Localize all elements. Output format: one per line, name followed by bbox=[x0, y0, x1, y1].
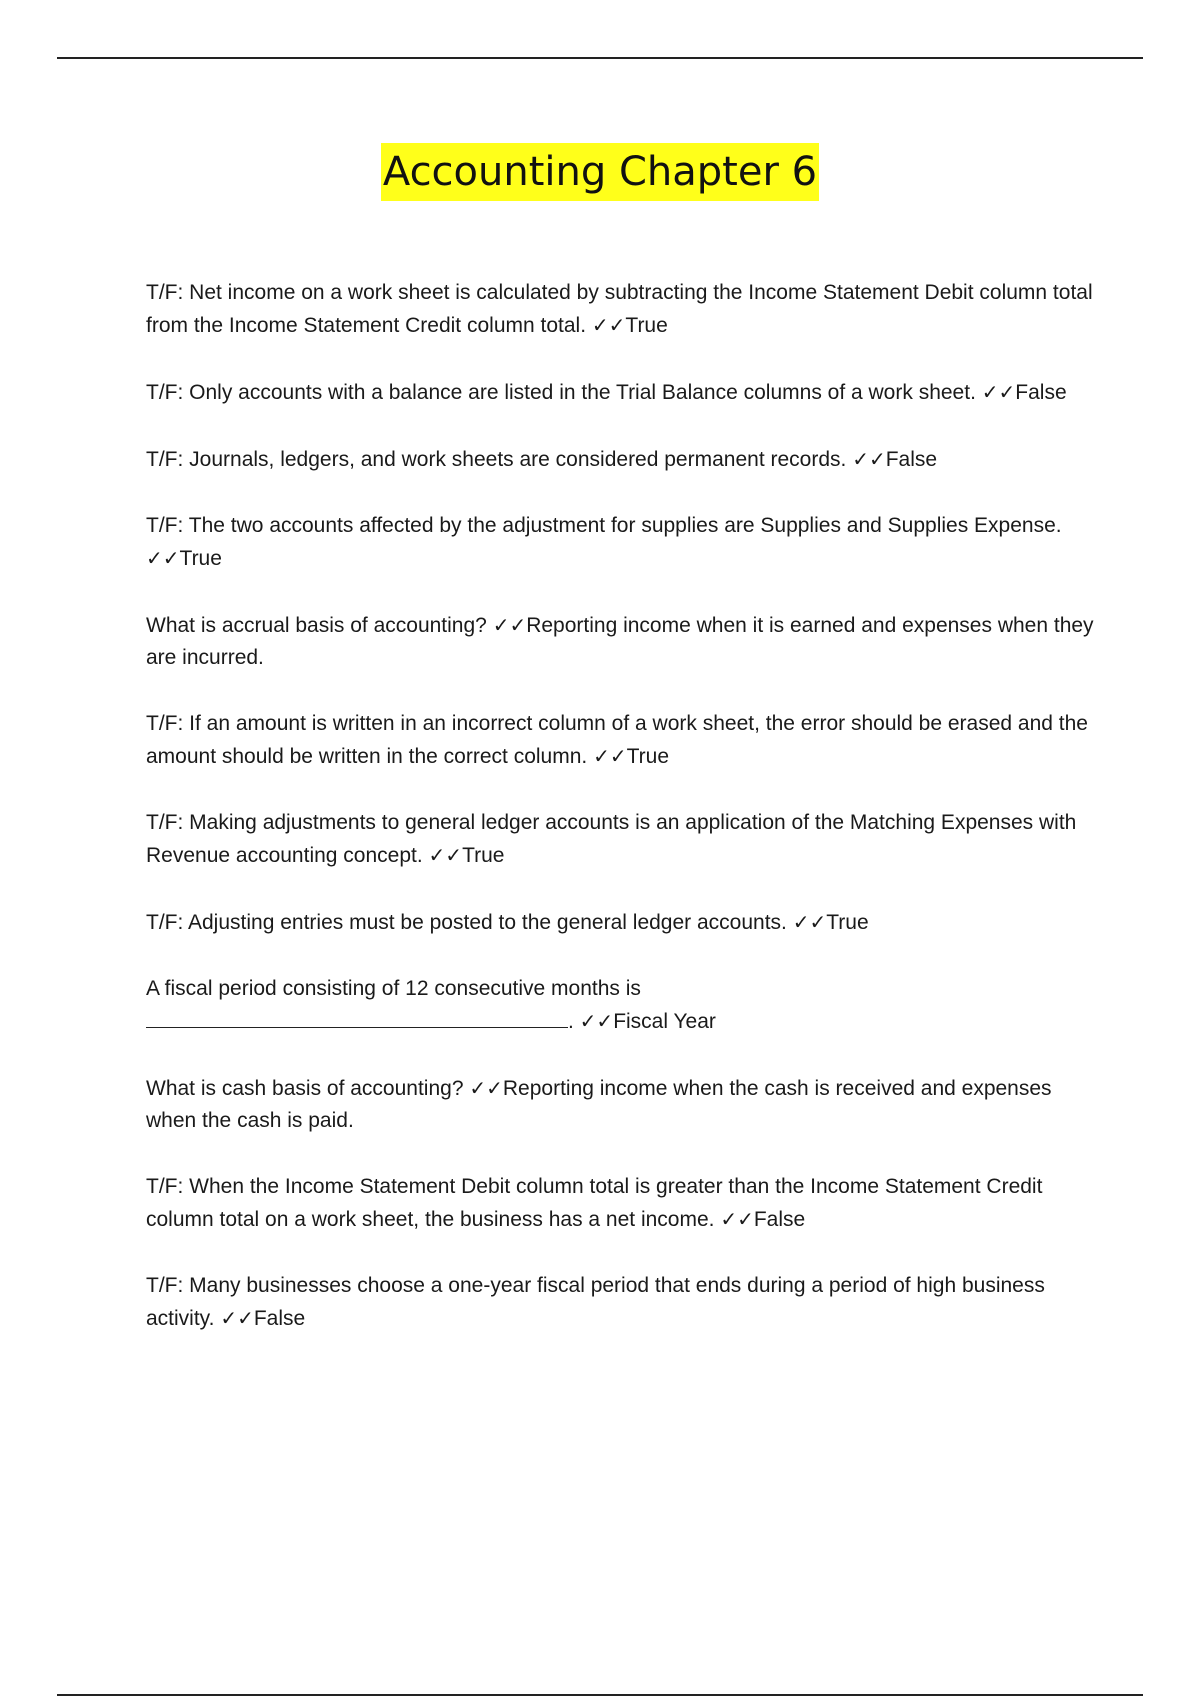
bottom-rule bbox=[57, 1694, 1143, 1696]
qa-item bbox=[146, 906, 1096, 939]
question-text: A fiscal period consisting of 12 consecutive months is bbox=[146, 977, 641, 1000]
answer-checkmark-icon: ✓✓ bbox=[852, 447, 886, 471]
answer-text: Fiscal Year bbox=[613, 1010, 716, 1033]
qa-item bbox=[146, 1171, 1096, 1236]
question-text: T/F: Net income on a work sheet is calculated by subtracting the Income Statement Debit column total from the Income Statement Credit column total. bbox=[146, 281, 1093, 337]
question-text: T/F: Only accounts with a balance are listed in the Trial Balance columns of a work sheet. bbox=[146, 381, 976, 404]
qa-list bbox=[146, 277, 1096, 1369]
answer-checkmark-icon: ✓✓ bbox=[593, 744, 627, 768]
answer-text: True bbox=[179, 547, 222, 570]
qa-item bbox=[146, 1270, 1096, 1335]
question-text: T/F: Many businesses choose a one-year fiscal period that ends during a period of high business activity. bbox=[146, 1274, 1045, 1330]
qa-item bbox=[146, 510, 1096, 575]
qa-item bbox=[146, 609, 1096, 674]
qa-item bbox=[146, 708, 1096, 773]
answer-text: Reporting income when the cash is received and expenses when the cash is paid. bbox=[146, 1077, 1052, 1132]
answer-text: True bbox=[626, 745, 669, 768]
answer-checkmark-icon: ✓✓ bbox=[792, 910, 827, 934]
question-text: T/F: When the Income Statement Debit column total is greater than the Income Statement Credit column total on a work sheet, the business has a net income. bbox=[146, 1175, 1043, 1231]
document-title: Accounting Chapter 6 bbox=[381, 143, 819, 201]
answer-text: False bbox=[885, 448, 938, 471]
answer-checkmark-icon: ✓✓ bbox=[146, 546, 180, 570]
question-text: T/F: Adjusting entries must be posted to the general ledger accounts. bbox=[146, 911, 787, 934]
qa-item bbox=[146, 807, 1096, 872]
question-text: T/F: Making adjustments to general ledger accounts is an application of the Matching Expenses with Revenue accounting concept. bbox=[146, 811, 1077, 867]
qa-item bbox=[146, 1072, 1096, 1137]
answer-checkmark-icon: ✓✓ bbox=[220, 1306, 254, 1330]
question-text: T/F: Journals, ledgers, and work sheets are considered permanent records. bbox=[146, 448, 847, 471]
answer-checkmark-icon: ✓✓ bbox=[428, 843, 463, 867]
answer-text: True bbox=[625, 314, 668, 337]
answer-text: True bbox=[462, 844, 505, 867]
answer-checkmark-icon: ✓✓ bbox=[981, 380, 1016, 404]
answer-text: False bbox=[253, 1307, 306, 1330]
answer-text: True bbox=[826, 911, 869, 934]
answer-text: False bbox=[1015, 381, 1067, 404]
answer-text: Reporting income when it is earned and expenses when they are incurred. bbox=[146, 614, 1094, 669]
title-container bbox=[0, 143, 1200, 201]
question-text: What is cash basis of accounting? bbox=[146, 1077, 464, 1100]
question-text: T/F: The two accounts affected by the adjustment for supplies are Supplies and Supplies Expense. bbox=[146, 514, 1062, 537]
answer-checkmark-icon: ✓✓ bbox=[492, 613, 527, 637]
answer-blank-line bbox=[146, 1007, 568, 1028]
answer-text: False bbox=[753, 1208, 806, 1231]
top-rule bbox=[57, 57, 1143, 59]
question-text: T/F: If an amount is written in an incorrect column of a work sheet, the error should be erased and the amount should be written in the correct column. bbox=[146, 712, 1088, 768]
qa-item-fill-in-blank: A fiscal period consisting of 12 consecutive months is . ✓✓Fiscal Year bbox=[146, 973, 1096, 1038]
qa-item bbox=[146, 277, 1096, 342]
answer-checkmark-icon: ✓✓ bbox=[469, 1076, 503, 1100]
qa-item bbox=[146, 376, 1096, 409]
question-text: What is accrual basis of accounting? bbox=[146, 614, 487, 637]
answer-checkmark-icon: ✓✓ bbox=[591, 313, 626, 337]
answer-checkmark-icon: ✓✓ bbox=[720, 1207, 754, 1231]
answer-checkmark-icon: ✓✓ bbox=[579, 1009, 614, 1033]
qa-item bbox=[146, 443, 1096, 476]
